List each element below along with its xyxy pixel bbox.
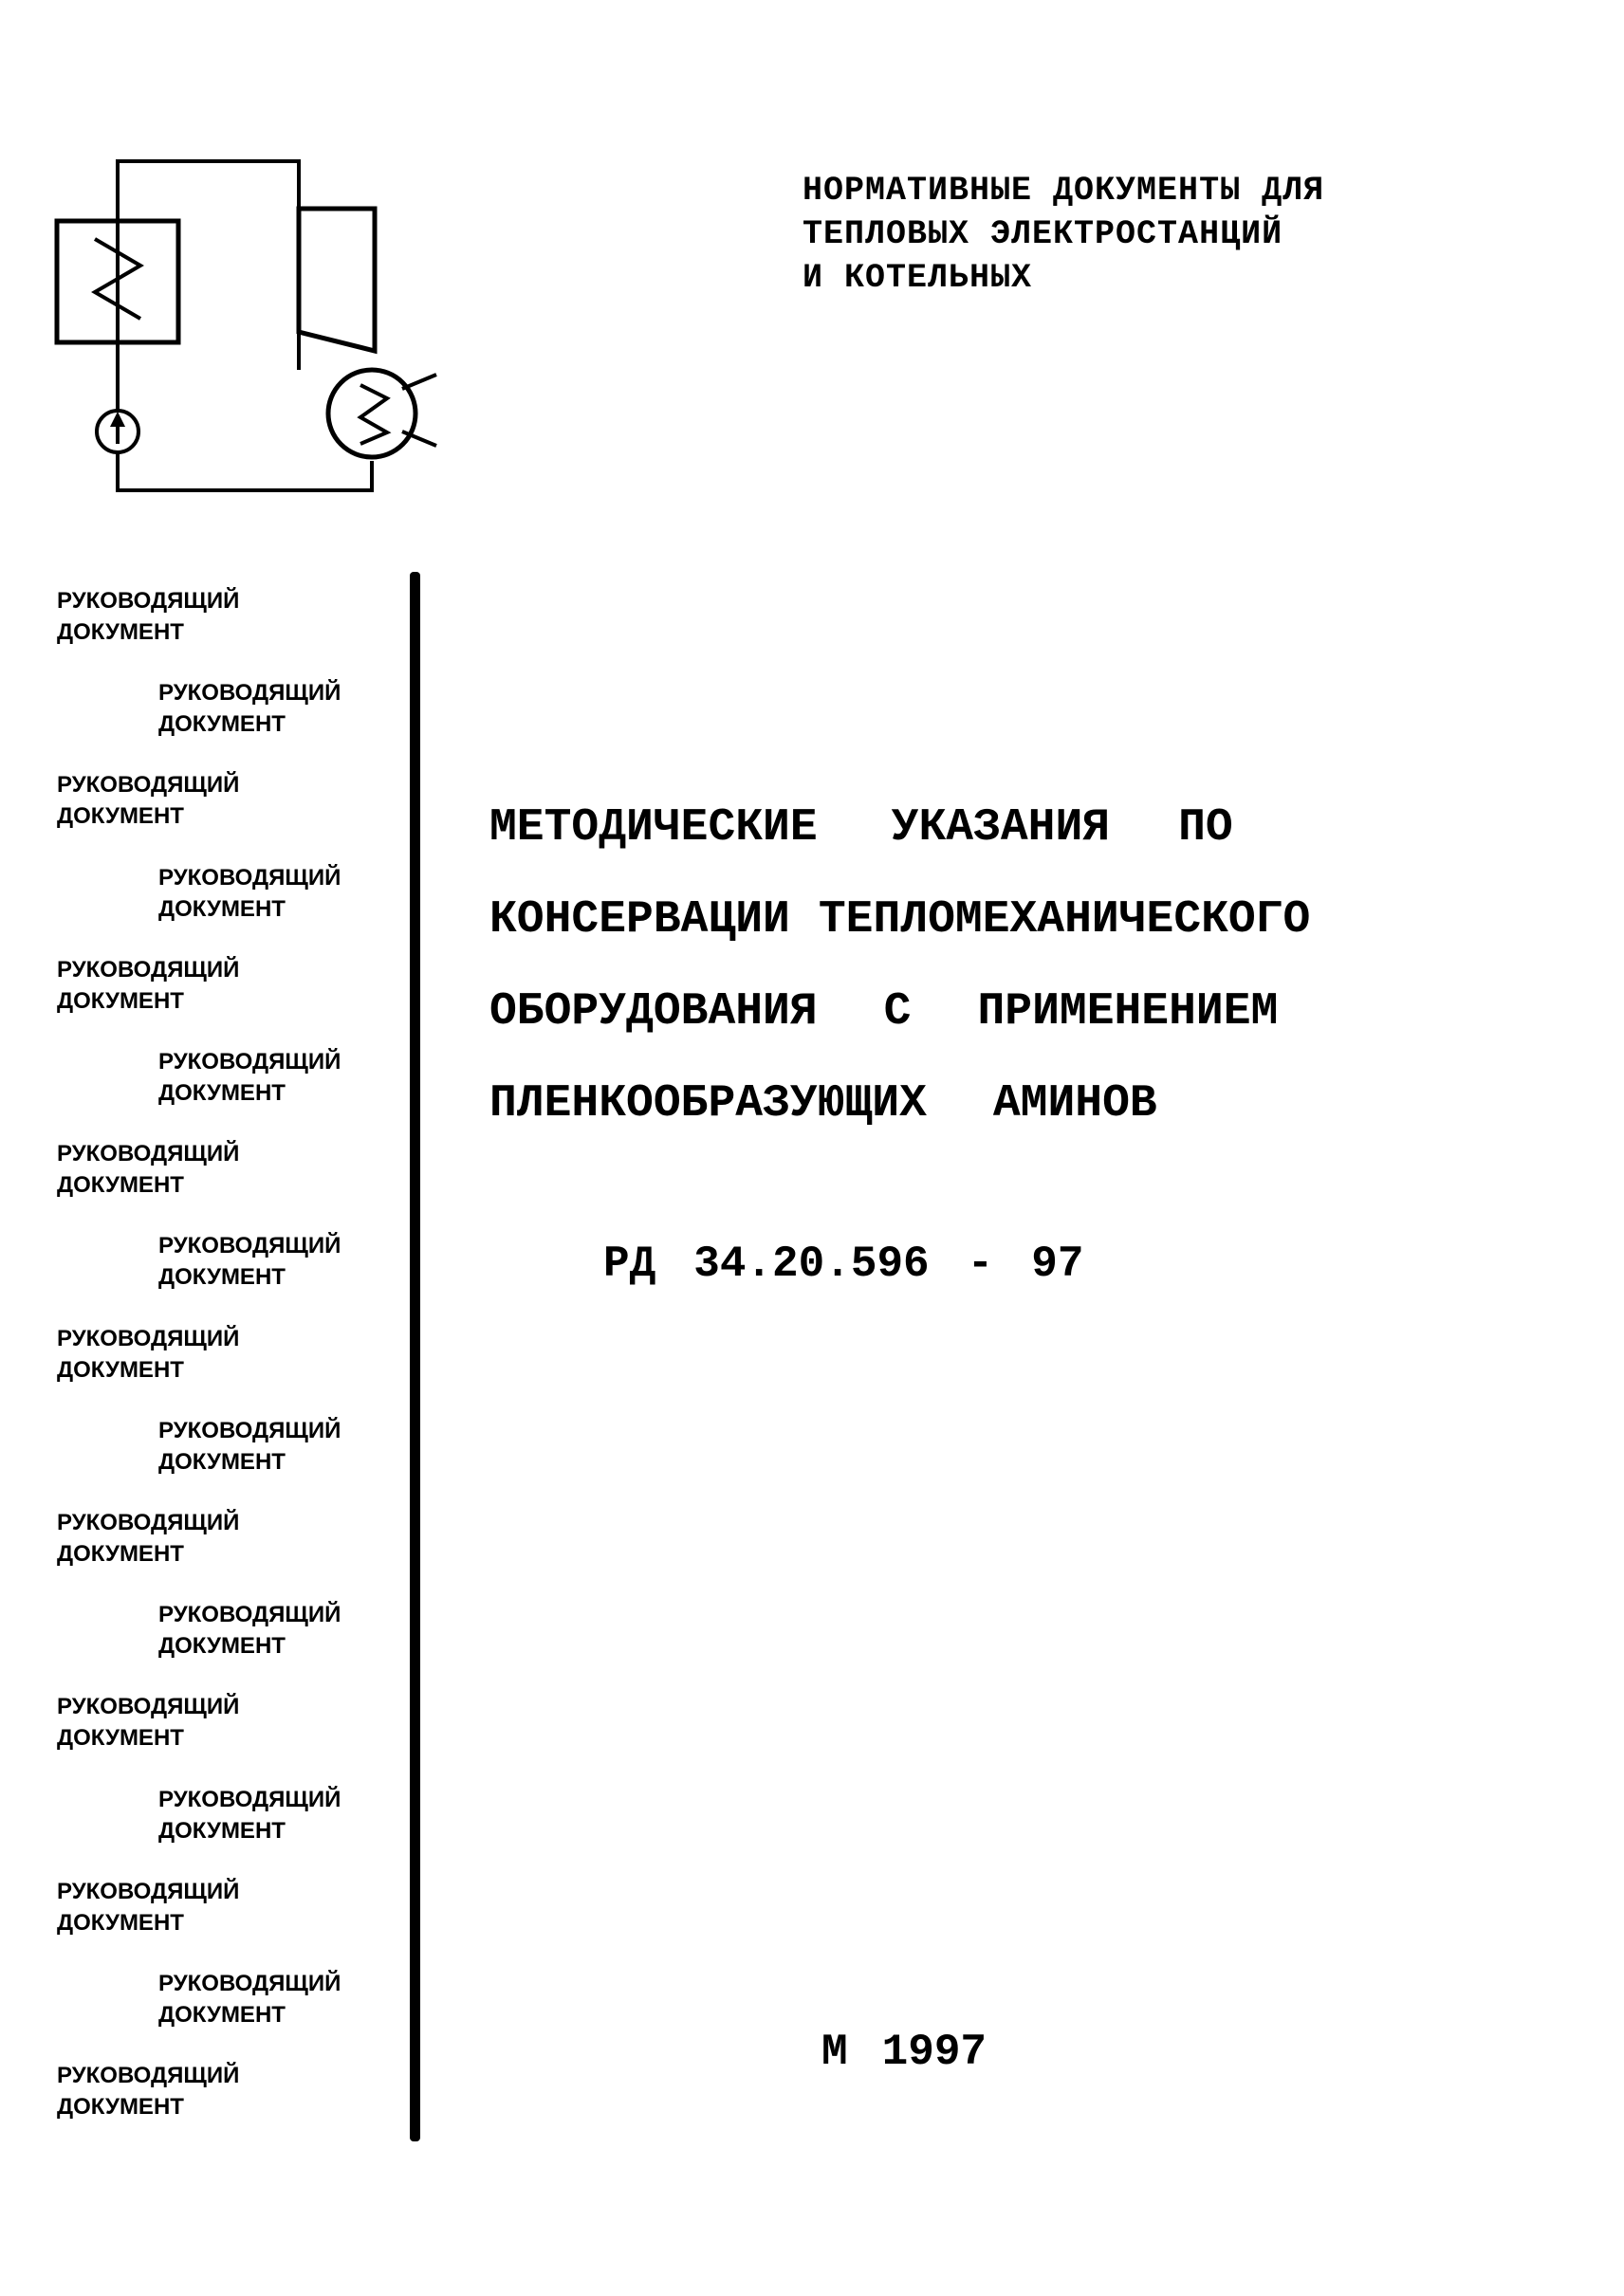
title-line bbox=[489, 966, 1310, 1058]
guidance-document-label bbox=[158, 677, 341, 740]
guidance-document-label-line1: РУКОВОДЯЩИЙ bbox=[57, 588, 240, 614]
guidance-document-label-line2: ДОКУМЕНТ bbox=[158, 1264, 286, 1291]
guidance-document-label-line1: РУКОВОДЯЩИЙ bbox=[57, 1325, 240, 1351]
series-header-line: ТЕПЛОВЫХ ЭЛЕКТРОСТАНЦИЙ bbox=[803, 215, 1283, 253]
guidance-document-label-line1: РУКОВОДЯЩИЙ bbox=[57, 1878, 240, 1904]
guidance-document-label bbox=[158, 1415, 341, 1478]
guidance-document-label-line1: РУКОВОДЯЩИЙ bbox=[158, 1049, 341, 1075]
guidance-document-label bbox=[57, 1691, 239, 1754]
guidance-document-label-line1: РУКОВОДЯЩИЙ bbox=[158, 1233, 341, 1259]
title-word: ПРИМЕНЕНИЕМ bbox=[977, 986, 1279, 1038]
series-header-line: И КОТЕЛЬНЫХ bbox=[803, 259, 1033, 297]
guidance-document-label-line1: РУКОВОДЯЩИЙ bbox=[57, 1510, 240, 1535]
guidance-document-label bbox=[57, 769, 239, 832]
code-dash: - bbox=[967, 1240, 994, 1289]
title-line bbox=[489, 782, 1310, 874]
guidance-document-label-list bbox=[0, 0, 398, 2296]
guidance-document-label-line2: ДОКУМЕНТ bbox=[57, 2094, 184, 2121]
guidance-document-label-line1: РУКОВОДЯЩИЙ bbox=[158, 1602, 341, 1628]
guidance-document-label bbox=[57, 954, 239, 1017]
title-word: КОНСЕРВАЦИИ bbox=[489, 894, 790, 946]
guidance-document-label bbox=[57, 1323, 239, 1386]
guidance-document-label-line2: ДОКУМЕНТ bbox=[158, 711, 286, 738]
guidance-document-label-line2: ДОКУМЕНТ bbox=[57, 803, 184, 830]
series-header bbox=[803, 169, 1324, 300]
guidance-document-label-line2: ДОКУМЕНТ bbox=[57, 1909, 184, 1936]
code-number: 34.20.596 bbox=[693, 1240, 930, 1289]
guidance-document-label bbox=[158, 1784, 341, 1846]
guidance-document-label bbox=[57, 1876, 239, 1938]
vertical-divider bbox=[410, 572, 420, 2141]
guidance-document-label-line2: ДОКУМЕНТ bbox=[57, 1356, 184, 1383]
guidance-document-label bbox=[158, 862, 341, 925]
title-line bbox=[489, 874, 1310, 966]
guidance-document-label-line1: РУКОВОДЯЩИЙ bbox=[57, 772, 240, 799]
title-word: С bbox=[883, 986, 912, 1038]
guidance-document-label-line2: ДОКУМЕНТ bbox=[158, 895, 286, 922]
guidance-document-label-line2: ДОКУМЕНТ bbox=[158, 1080, 286, 1106]
guidance-document-label bbox=[158, 1046, 341, 1109]
guidance-document-label-line2: ДОКУМЕНТ bbox=[57, 1725, 184, 1752]
guidance-document-label-line2: ДОКУМЕНТ bbox=[158, 2002, 286, 2028]
title-line bbox=[489, 1058, 1310, 1150]
guidance-document-label-line2: ДОКУМЕНТ bbox=[57, 1172, 184, 1199]
title-word: МЕТОДИЧЕСКИЕ bbox=[489, 802, 818, 854]
guidance-document-label-line1: РУКОВОДЯЩИЙ bbox=[158, 1786, 341, 1812]
imprint-city: М bbox=[821, 2028, 848, 2077]
title-word: УКАЗАНИЯ bbox=[891, 802, 1111, 854]
code-prefix: РД bbox=[603, 1240, 656, 1289]
guidance-document-label-line1: РУКОВОДЯЩИЙ bbox=[57, 1141, 240, 1167]
guidance-document-label-line1: РУКОВОДЯЩИЙ bbox=[158, 680, 341, 707]
guidance-document-label bbox=[158, 1230, 341, 1293]
guidance-document-label-line1: РУКОВОДЯЩИЙ bbox=[158, 1971, 341, 1996]
guidance-document-label bbox=[57, 585, 239, 648]
guidance-document-label-line1: РУКОВОДЯЩИЙ bbox=[158, 864, 341, 891]
publication-imprint bbox=[821, 2024, 1021, 2081]
series-header-line: НОРМАТИВНЫЕ ДОКУМЕНТЫ ДЛЯ bbox=[803, 172, 1325, 210]
guidance-document-label-line2: ДОКУМЕНТ bbox=[158, 1448, 286, 1475]
guidance-document-label-line2: ДОКУМЕНТ bbox=[158, 1633, 286, 1660]
title-word: ПЛЕНКООБРАЗУЮЩИХ bbox=[489, 1078, 927, 1130]
guidance-document-label-line2: ДОКУМЕНТ bbox=[57, 987, 184, 1014]
title-word: АМИНОВ bbox=[992, 1078, 1157, 1130]
guidance-document-label-line1: РУКОВОДЯЩИЙ bbox=[57, 1694, 240, 1720]
guidance-document-label-line2: ДОКУМЕНТ bbox=[57, 619, 184, 645]
guidance-document-label bbox=[57, 1138, 239, 1201]
code-year: 97 bbox=[1031, 1240, 1084, 1289]
guidance-document-label-line2: ДОКУМЕНТ bbox=[57, 1541, 184, 1567]
guidance-document-label bbox=[57, 1507, 239, 1570]
guidance-document-label bbox=[158, 1599, 341, 1662]
document-title bbox=[489, 782, 1310, 1150]
imprint-year: 1997 bbox=[881, 2028, 987, 2077]
title-word: ПО bbox=[1178, 802, 1233, 854]
document-code bbox=[603, 1236, 1122, 1293]
guidance-document-label-line1: РУКОВОДЯЩИЙ bbox=[57, 2063, 240, 2089]
title-word: ОБОРУДОВАНИЯ bbox=[489, 986, 818, 1038]
guidance-document-label-line2: ДОКУМЕНТ bbox=[158, 1817, 286, 1844]
guidance-document-label bbox=[57, 2060, 239, 2122]
title-word: ТЕПЛОМЕХАНИЧЕСКОГО bbox=[818, 894, 1311, 946]
guidance-document-label bbox=[158, 1968, 341, 2030]
guidance-document-label-line1: РУКОВОДЯЩИЙ bbox=[158, 1417, 341, 1443]
cooling-in bbox=[402, 375, 436, 389]
guidance-document-label-line1: РУКОВОДЯЩИЙ bbox=[57, 956, 240, 983]
